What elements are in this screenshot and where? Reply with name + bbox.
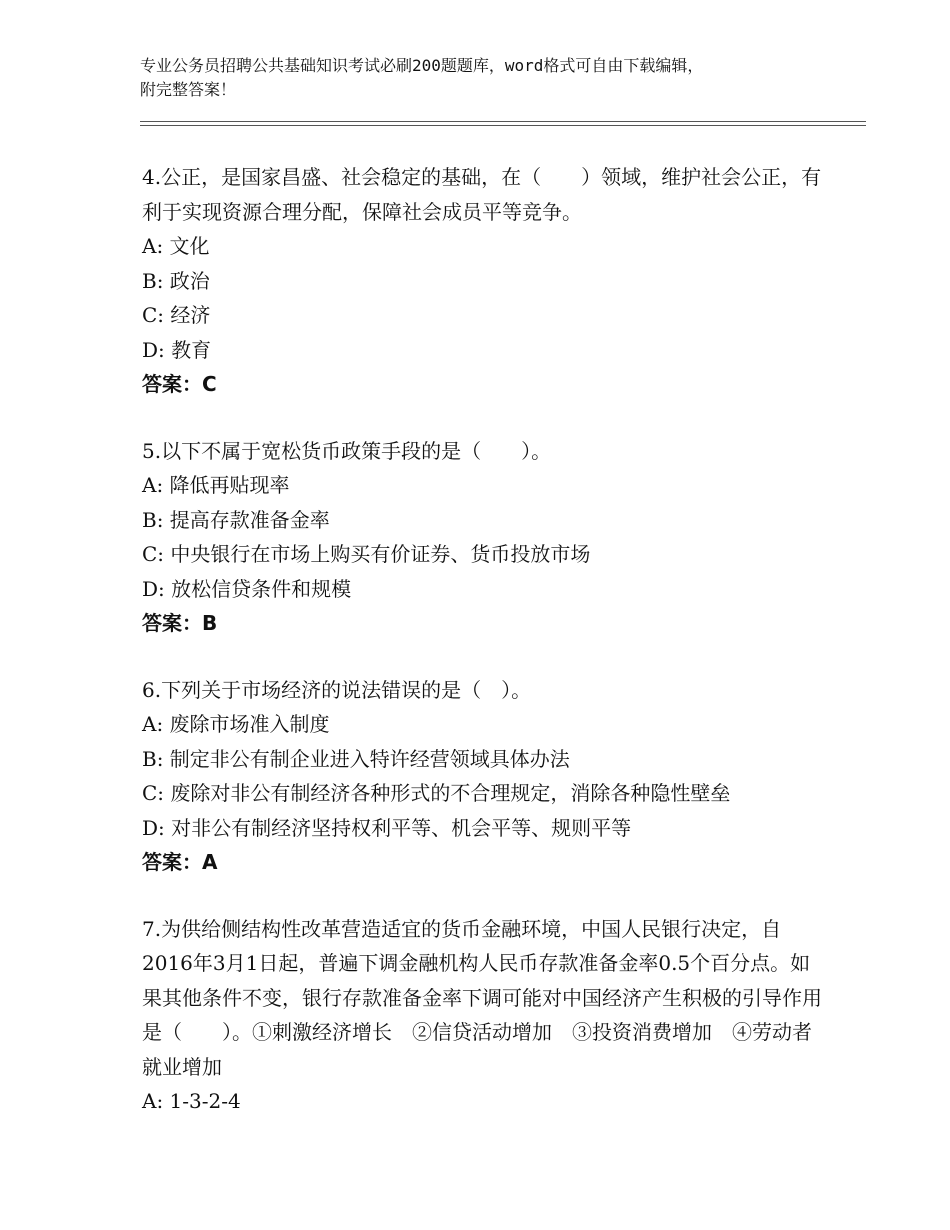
option-a: A: 1-3-2-4 xyxy=(142,1089,241,1113)
option-a: A: 废除市场准入制度 xyxy=(142,712,330,736)
question-5 xyxy=(142,434,822,641)
question-7 xyxy=(142,912,822,1119)
question-list xyxy=(142,160,822,1151)
option-c: C: 废除对非公有制经济各种形式的不合理规定，消除各种隐性壁垒 xyxy=(142,781,731,805)
header-divider-bottom xyxy=(140,125,866,126)
option-b: B: 政治 xyxy=(142,268,210,293)
option-b: B: 提高存款准备金率 xyxy=(142,507,330,532)
header-line-2: 附完整答案！ xyxy=(140,80,237,99)
header-line-1: 专业公务员招聘公共基础知识考试必刷200题题库，word格式可自由下载编辑， xyxy=(140,56,704,75)
option-a: A: 降低再贴现率 xyxy=(142,473,290,497)
answer: 答案：B xyxy=(142,611,218,635)
answer: 答案：C xyxy=(142,372,217,396)
option-c: C: 经济 xyxy=(142,303,211,327)
option-b: B: 制定非公有制企业进入特许经营领域具体办法 xyxy=(142,746,570,771)
option-a: A: 文化 xyxy=(142,234,210,258)
option-c: C: 中央银行在市场上购买有价证券、货币投放市场 xyxy=(142,542,591,566)
question-6 xyxy=(142,673,822,880)
question-4 xyxy=(142,160,822,402)
question-stem: 5.以下不属于宽松货币政策手段的是（ ）。 xyxy=(142,438,552,463)
question-stem: 4.公正，是国家昌盛、社会稳定的基础，在（ ）领域，维护社会公正，有利于实现资源合理分配，保障社会成员平等竞争。 xyxy=(142,165,822,224)
page-header xyxy=(140,54,840,102)
option-d: D: 教育 xyxy=(142,337,212,362)
header-divider-top xyxy=(140,121,866,122)
option-d: D: 放松信贷条件和规模 xyxy=(142,576,352,601)
answer: 答案：A xyxy=(142,850,218,874)
question-stem: 7.为供给侧结构性改革营造适宜的货币金融环境，中国人民银行决定，自2016年3月1日起，普遍下调金融机构人民币存款准备金率0.5个百分点。如果其他条件不变，银行存款准备金率下调可能对中国经济产生积极的引导作用是（ ）。①刺激经济增长 ②信贷活动增加 ③投资消费增加 ④劳动者就业增加 xyxy=(142,916,822,1079)
question-stem: 6.下列关于市场经济的说法错误的是（ ）。 xyxy=(142,677,532,702)
option-d: D: 对非公有制经济坚持权利平等、机会平等、规则平等 xyxy=(142,815,632,840)
